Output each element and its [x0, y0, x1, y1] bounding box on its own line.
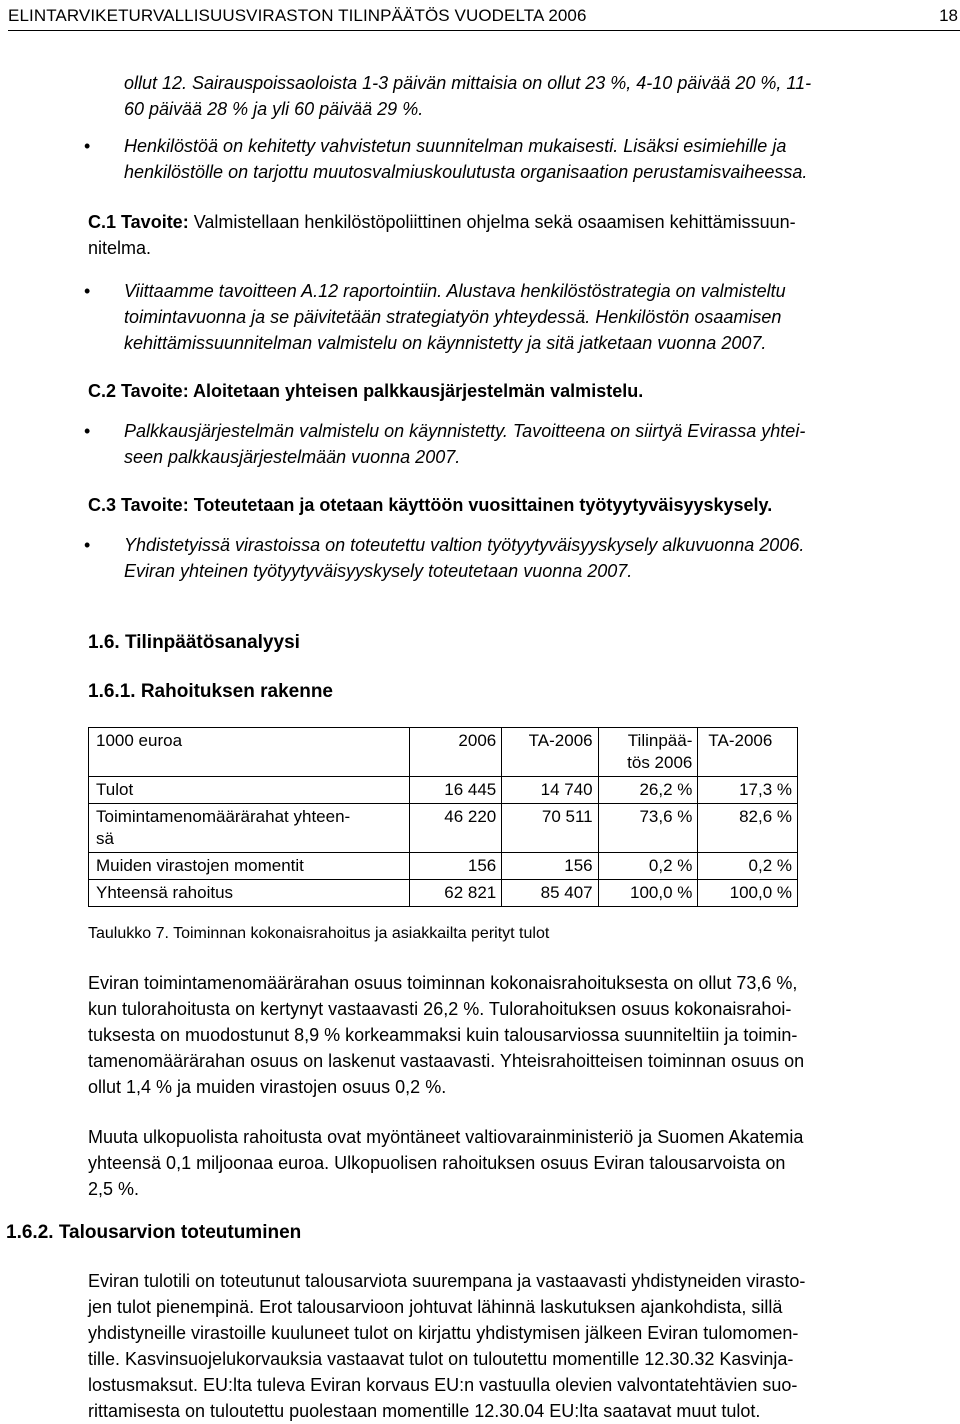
paragraph-1 [88, 970, 954, 1100]
table-cell: Toimintamenomäärärahat yhteen- sä [89, 804, 410, 853]
table-cell: 156 [502, 853, 598, 880]
header-title: ELINTARVIKETURVALLISUUSVIRASTON TILINPÄÄTÖS VUODELTA 2006 [8, 6, 587, 25]
paragraph-1-line: kun tulorahoitusta on kertynyt vastaavasti 26,2 %. Tulorahoituksen osuus kokonaisrahoi- [88, 999, 792, 1019]
table-cell: 46 220 [410, 804, 502, 853]
intro-line-1: ollut 12. Sairauspoissaoloista 1-3 päivän mittaisia on ollut 23 %, 4-10 päivää 20 %, 11- [124, 73, 812, 93]
bullet-3-line-1: Palkkausjärjestelmän valmistelu on käynnistetty. Tavoitteena on siirtyä Evirassa yhtei- [124, 421, 806, 441]
paragraph-3 [88, 1268, 954, 1424]
page-header [8, 6, 958, 26]
table-cell: 100,0 % [698, 880, 798, 907]
paragraph-1-line: Eviran toimintamenomäärärahan osuus toiminnan kokonaisrahoituksesta on ollut 73,6 %, [88, 973, 798, 993]
table-cell: Tulot [89, 777, 410, 804]
table-cell: 26,2 % [598, 777, 698, 804]
goal-c3: C.3 Tavoite: Toteutetaan ja otetaan käyttöön vuosittainen työtyytyväisyyskysely. [88, 495, 773, 515]
heading-1-6: 1.6. Tilinpäätösanalyysi [88, 632, 300, 653]
table-cell: 85 407 [502, 880, 598, 907]
bullet-3-line-2: seen palkkausjärjestelmään vuonna 2007. [124, 447, 461, 467]
paragraph-3-line: yhdistyneille virastoille kuuluneet tulot on kirjattu yhdistymisen jälkeen Eviran tulomomen- [88, 1323, 799, 1343]
paragraph-3-line: lostusmaksut. EU:lta tuleva Eviran korvaus EU:n vastuulla olevien valvontatehtävien suo- [88, 1375, 798, 1395]
table-cell: 73,6 % [598, 804, 698, 853]
intro-line-2: 60 päivää 28 % ja yli 60 päivää 29 %. [124, 99, 424, 119]
paragraph-3-line: jen tulot pienempinä. Erot talousarvioon johtuvat lähinnä laskutuksen ajankohdista, sillä [88, 1297, 783, 1317]
paragraph-2-line: 2,5 %. [88, 1179, 140, 1199]
bullet-1-line-2: henkilöstölle on tarjottu muutosvalmiuskoulutusta organisaation perustamisvaiheessa. [124, 162, 808, 182]
bullet-4-line-2: Eviran yhteinen työtyytyväisyyskysely toteutetaan vuonna 2007. [124, 561, 633, 581]
goal-c1-text: Valmistellaan henkilöstöpoliittinen ohjelma sekä osaamisen kehittämissuun- [188, 212, 796, 232]
table-cell: Muiden virastojen momentit [89, 853, 410, 880]
paragraph-1-line: ollut 1,4 % ja muiden virastojen osuus 0,2 %. [88, 1077, 447, 1097]
paragraph-1-line: tamenomäärärahan osuus on laskenut vastaavasti. Yhteisrahoitteisen toiminnan osuus on [88, 1051, 805, 1071]
paragraph-2-line: Muuta ulkopuolista rahoitusta ovat myöntäneet valtiovarainministeriö ja Suomen Akatemia [88, 1127, 804, 1147]
bullet-marker [84, 133, 90, 160]
bullet-marker [84, 532, 90, 559]
page-number: 18 [939, 6, 958, 25]
table-header-row [89, 728, 798, 777]
table-cell: 14 740 [502, 777, 598, 804]
financing-table [88, 727, 798, 907]
header-divider [8, 30, 960, 31]
table-header-cell: TA-2006 [698, 728, 798, 777]
bullet-2-line-3: kehittämissuunnitelman valmistelu on käynnistetty ja sitä jatketaan vuonna 2007. [124, 333, 767, 353]
table-header-cell: 1000 euroa [89, 728, 410, 777]
goal-c1-line-2: nitelma. [88, 238, 152, 258]
bullet-marker [84, 418, 90, 445]
table-header-cell: 2006 [410, 728, 502, 777]
table-cell: 156 [410, 853, 502, 880]
bullet-1-line-1: Henkilöstöä on kehitetty vahvistetun suunnitelman mukaisesti. Lisäksi esimiehille ja [124, 136, 787, 156]
paragraph-2 [88, 1124, 954, 1202]
paragraph-3-line: rittamisesta on tuloutettu puolestaan momentille 12.30.04 EU:lta saatavat muut tulot. [88, 1401, 761, 1421]
heading-1-6-1: 1.6.1. Rahoituksen rakenne [88, 681, 333, 702]
table-row [89, 853, 798, 880]
bullet-4-line-1: Yhdistetyissä virastoissa on toteutettu valtion työtyytyväisyyskysely alkuvuonna 2006. [124, 535, 805, 555]
paragraph-3-line: tille. Kasvinsuojelukorvauksia vastaavat tulot on tuloutettu momentille 12.30.32 Kasvinja- [88, 1349, 794, 1369]
table-row [89, 880, 798, 907]
table-cell: 16 445 [410, 777, 502, 804]
table-caption: Taulukko 7. Toiminnan kokonaisrahoitus ja asiakkailta perityt tulot [88, 925, 550, 942]
table-cell: 70 511 [502, 804, 598, 853]
table-cell: 82,6 % [698, 804, 798, 853]
goal-c1-label: C.1 Tavoite: [88, 212, 189, 232]
bullet-marker [84, 278, 90, 305]
paragraph-1-line: tuksesta on muodostunut 8,9 % korkeammaksi kuin talousarviossa suunniteltiin ja toimin- [88, 1025, 798, 1045]
table-cell: 17,3 % [698, 777, 798, 804]
table-cell: Yhteensä rahoitus [89, 880, 410, 907]
table-row [89, 777, 798, 804]
table-cell: 0,2 % [598, 853, 698, 880]
table-cell: 100,0 % [598, 880, 698, 907]
table-cell: 62 821 [410, 880, 502, 907]
table-header-cell: TA-2006 [502, 728, 598, 777]
table-cell: 0,2 % [698, 853, 798, 880]
bullet-2-line-1: Viittaamme tavoitteen A.12 raportointiin. Alustava henkilöstöstrategia on valmisteltu [124, 281, 786, 301]
paragraph-2-line: yhteensä 0,1 miljoonaa euroa. Ulkopuolisen rahoituksen osuus Eviran talousarvoista on [88, 1153, 786, 1173]
bullet-2-line-2: toimintavuonna ja se päivitetään strategiatyön yhteydessä. Henkilöstön osaamisen [124, 307, 782, 327]
paragraph-3-line: Eviran tulotili on toteutunut talousarviota suurempana ja vastaavasti yhdistyneiden virasto- [88, 1271, 806, 1291]
table-header-cell: Tilinpää- tös 2006 [598, 728, 698, 777]
goal-c1-line-1 [88, 209, 796, 235]
goal-c2: C.2 Tavoite: Aloitetaan yhteisen palkkausjärjestelmän valmistelu. [88, 381, 644, 401]
heading-1-6-2: 1.6.2. Talousarvion toteutuminen [6, 1222, 302, 1243]
table-row [89, 804, 798, 853]
